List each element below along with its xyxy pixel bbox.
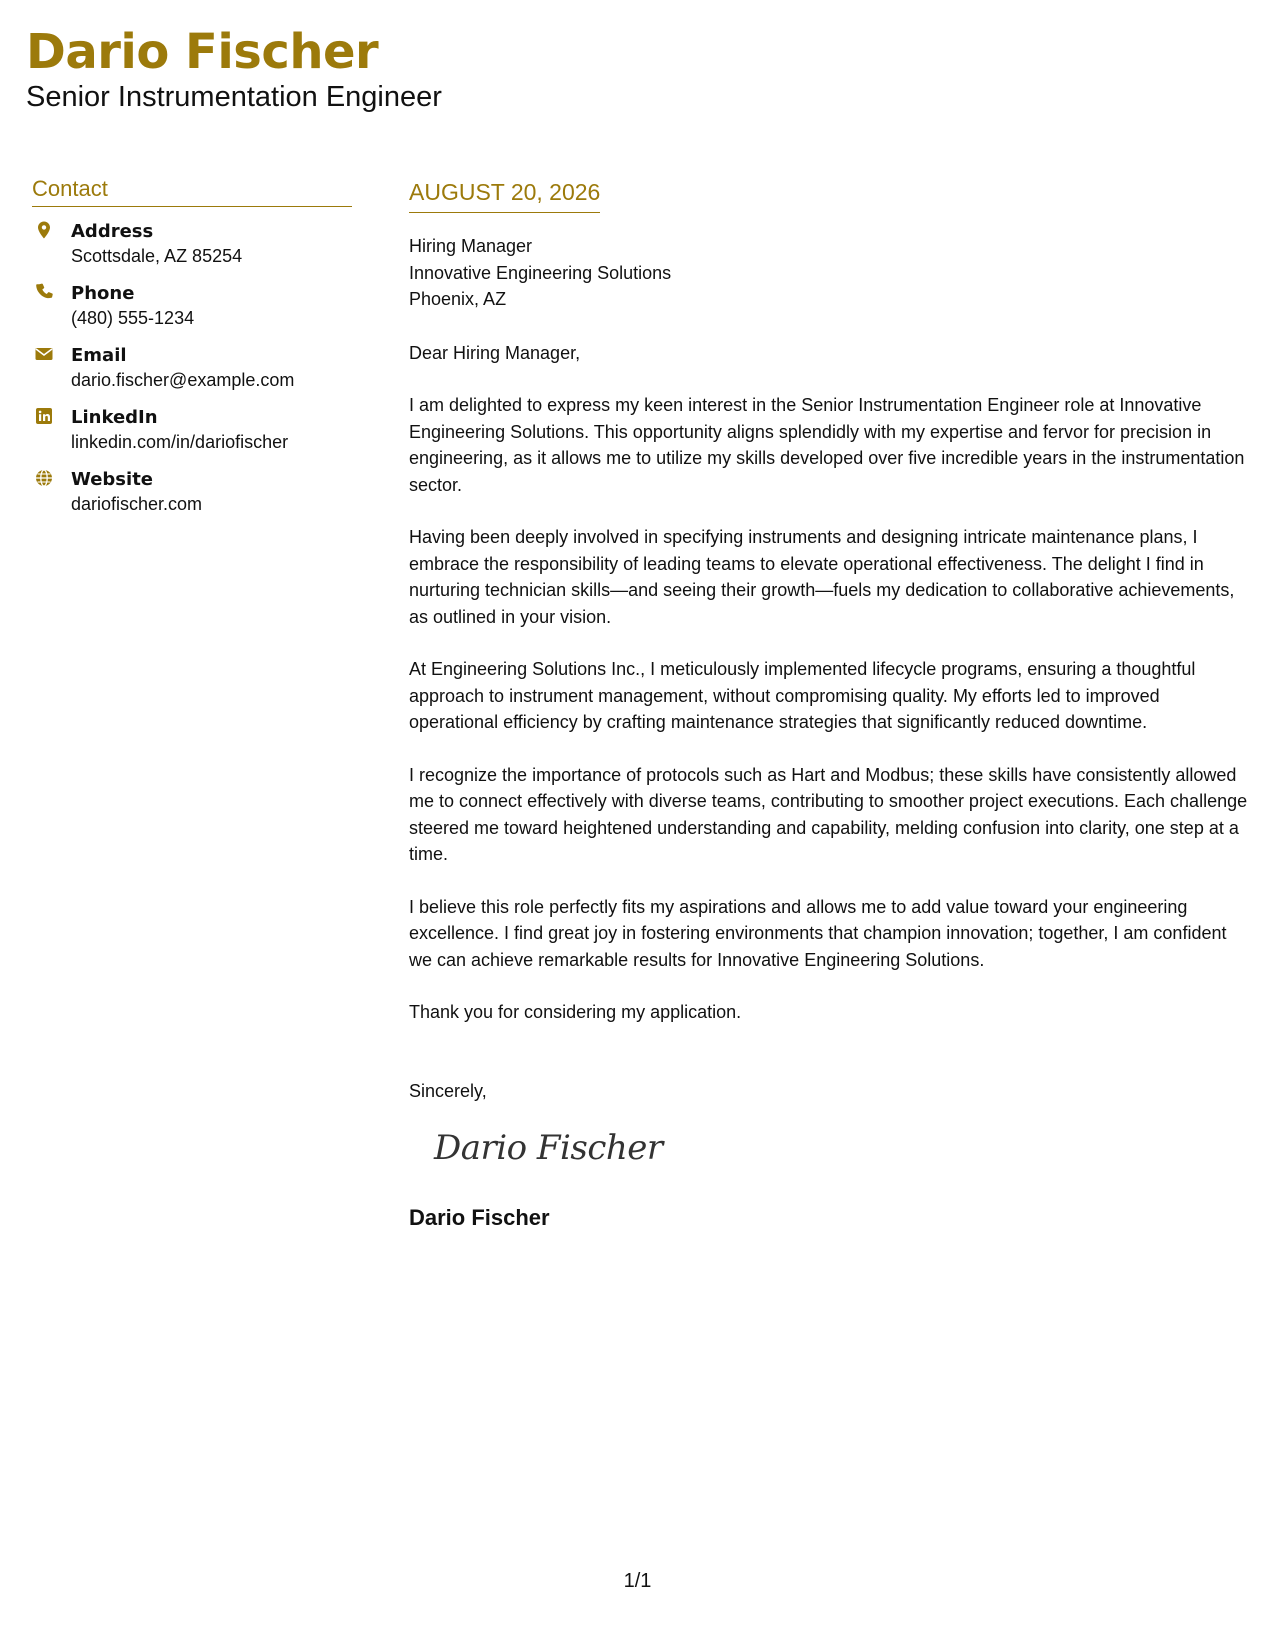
applicant-name: Dario Fischer (26, 24, 379, 80)
contact-value: dariofischer.com (71, 494, 203, 514)
recipient-name: Hiring Manager (409, 236, 533, 256)
closing: Sincerely, (409, 1080, 487, 1101)
linkedin-icon (34, 406, 54, 426)
map-pin-icon (34, 220, 54, 240)
contact-item-linkedin (32, 405, 352, 455)
contact-label: Phone (71, 283, 135, 304)
recipient-location: Phoenix, AZ (409, 289, 507, 309)
letter-paragraph: Thank you for considering my application. (409, 1002, 742, 1022)
page-number: 1/1 (623, 1570, 652, 1592)
recipient-company: Innovative Engineering Solutions (409, 262, 672, 283)
salutation: Dear Hiring Manager, (409, 342, 581, 363)
contact-label: Email (71, 345, 127, 366)
contact-label: Website (71, 469, 154, 490)
letter-paragraph: At Engineering Solutions Inc., I meticulously implemented lifecycle programs, ensuring a thoughtful approach to instrument management, without compromising quality. My efforts led to improved operational efficiency by crafting maintenance strategies that significantly reduced downtime. (409, 659, 1196, 732)
contact-value: (480) 555-1234 (71, 308, 195, 328)
contact-list (32, 219, 352, 517)
applicant-title: Senior Instrumentation Engineer (26, 81, 442, 113)
contact-heading: Contact (32, 176, 352, 207)
contact-value: dario.fischer@example.com (71, 370, 295, 390)
phone-icon (34, 282, 54, 302)
contact-sidebar (32, 176, 352, 529)
letter-body (409, 178, 1249, 1232)
contact-label: LinkedIn (71, 407, 158, 428)
contact-item-phone (32, 281, 352, 331)
contact-item-website (32, 467, 352, 517)
signer-name: Dario Fischer (409, 1205, 550, 1230)
signature-image (434, 1128, 1249, 1188)
letter-date: AUGUST 20, 2026 (409, 179, 601, 205)
letter-paragraph: I am delighted to express my keen interest in the Senior Instrumentation Engineer role at Innovative Engineering Solutions. This opportunity aligns splendidly with my expertise and fervor for precision in engineering, as it allows me to utilize my skills developed over five incredible years in the instrumentation sector. (409, 395, 1245, 495)
contact-value: linkedin.com/in/dariofischer (71, 432, 289, 452)
envelope-icon (34, 344, 54, 364)
globe-icon (34, 468, 54, 488)
contact-value: Scottsdale, AZ 85254 (71, 246, 243, 266)
letter-paragraph: Having been deeply involved in specifying instruments and designing intricate maintenance plans, I embrace the responsibility of leading teams to elevate operational effectiveness. The delight I find in nurturing technician skills—and seeing their growth—fuels my dedication to collaborative achievements, as outlined in your vision. (409, 527, 1235, 627)
contact-item-address (32, 219, 352, 269)
document-header (26, 22, 442, 114)
handwritten-signature: Dario Fischer (434, 1128, 663, 1168)
contact-item-email (32, 343, 352, 393)
contact-label: Address (71, 221, 154, 242)
recipient-block (409, 233, 1249, 313)
date-block (409, 178, 600, 213)
letter-paragraph: I recognize the importance of protocols such as Hart and Modbus; these skills have consistently allowed me to connect effectively with diverse teams, contributing to smoother project executions. Each challenge steered me toward heightened understanding and capability, melding confusion into clarity, one step at a time. (409, 764, 1248, 864)
letter-paragraph: I believe this role perfectly fits my aspirations and allows me to add value toward your engineering excellence. I find great joy in fostering environments that champion innovation; together, I am confident we can achieve remarkable results for Innovative Engineering Solutions. (409, 896, 1227, 970)
